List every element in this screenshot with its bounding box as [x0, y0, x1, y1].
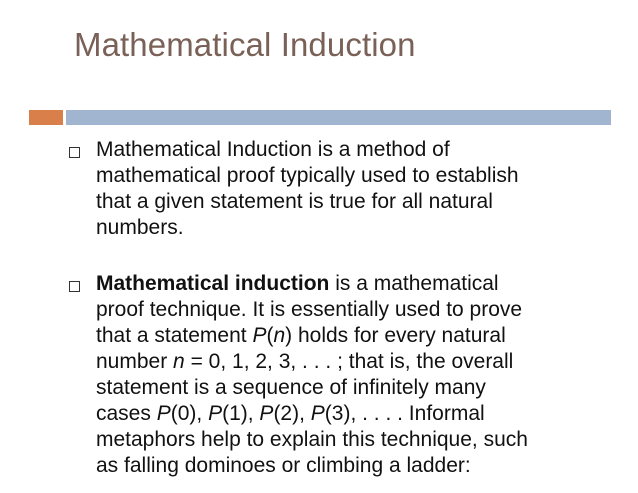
bullet-line: as falling dominoes or climbing a ladder: — [96, 454, 471, 477]
bullet-line: Mathematical Induction is a method of — [96, 138, 450, 161]
bullet-item-definition — [69, 137, 519, 241]
bullet-line — [96, 271, 528, 297]
text-run: = 0, 1, 2, 3, . . . ; that is, the overall — [184, 350, 514, 373]
text-run: number — [96, 350, 174, 373]
text-run: (3), . . . . Informal — [324, 402, 485, 425]
math-symbol: n — [173, 350, 185, 373]
square-bullet-icon — [69, 281, 80, 292]
bullet-line: mathematical proof typically used to establish — [96, 164, 519, 187]
text-run: is a mathematical — [329, 272, 499, 295]
bullet-line — [96, 323, 528, 349]
bullet-line — [96, 349, 528, 375]
math-symbol: P — [208, 402, 223, 425]
bullet-text — [96, 271, 528, 479]
title-divider — [0, 110, 638, 125]
text-run: that a statement — [96, 324, 253, 347]
bold-term: Mathematical induction — [96, 272, 330, 295]
divider-accent-block — [29, 110, 63, 125]
bullet-line: that a given statement is true for all natural — [96, 190, 493, 213]
bullet-text — [96, 137, 519, 241]
text-run: (1), — [222, 402, 260, 425]
bullet-line — [96, 401, 528, 427]
bullet-item-technique — [69, 271, 528, 479]
bullet-line: metaphors help to explain this technique, such — [96, 428, 528, 451]
text-run: (2), — [273, 402, 311, 425]
math-symbol: P — [310, 402, 325, 425]
bullet-line: statement is a sequence of infinitely many — [96, 376, 486, 399]
text-run: (0), — [170, 402, 209, 425]
math-symbol: P — [252, 324, 267, 347]
text-run: cases — [96, 402, 157, 425]
divider-bar — [66, 110, 611, 125]
text-run: ) holds for every natural — [285, 324, 506, 347]
math-symbol: n — [273, 324, 286, 347]
bullet-line: proof technique. It is essentially used to prove — [96, 298, 523, 321]
math-symbol: P — [259, 402, 274, 425]
slide-title: Mathematical Induction — [74, 26, 416, 63]
square-bullet-icon — [69, 147, 80, 158]
text-run: ( — [266, 324, 274, 347]
bullet-line: numbers. — [96, 216, 184, 239]
math-symbol: P — [156, 402, 171, 425]
